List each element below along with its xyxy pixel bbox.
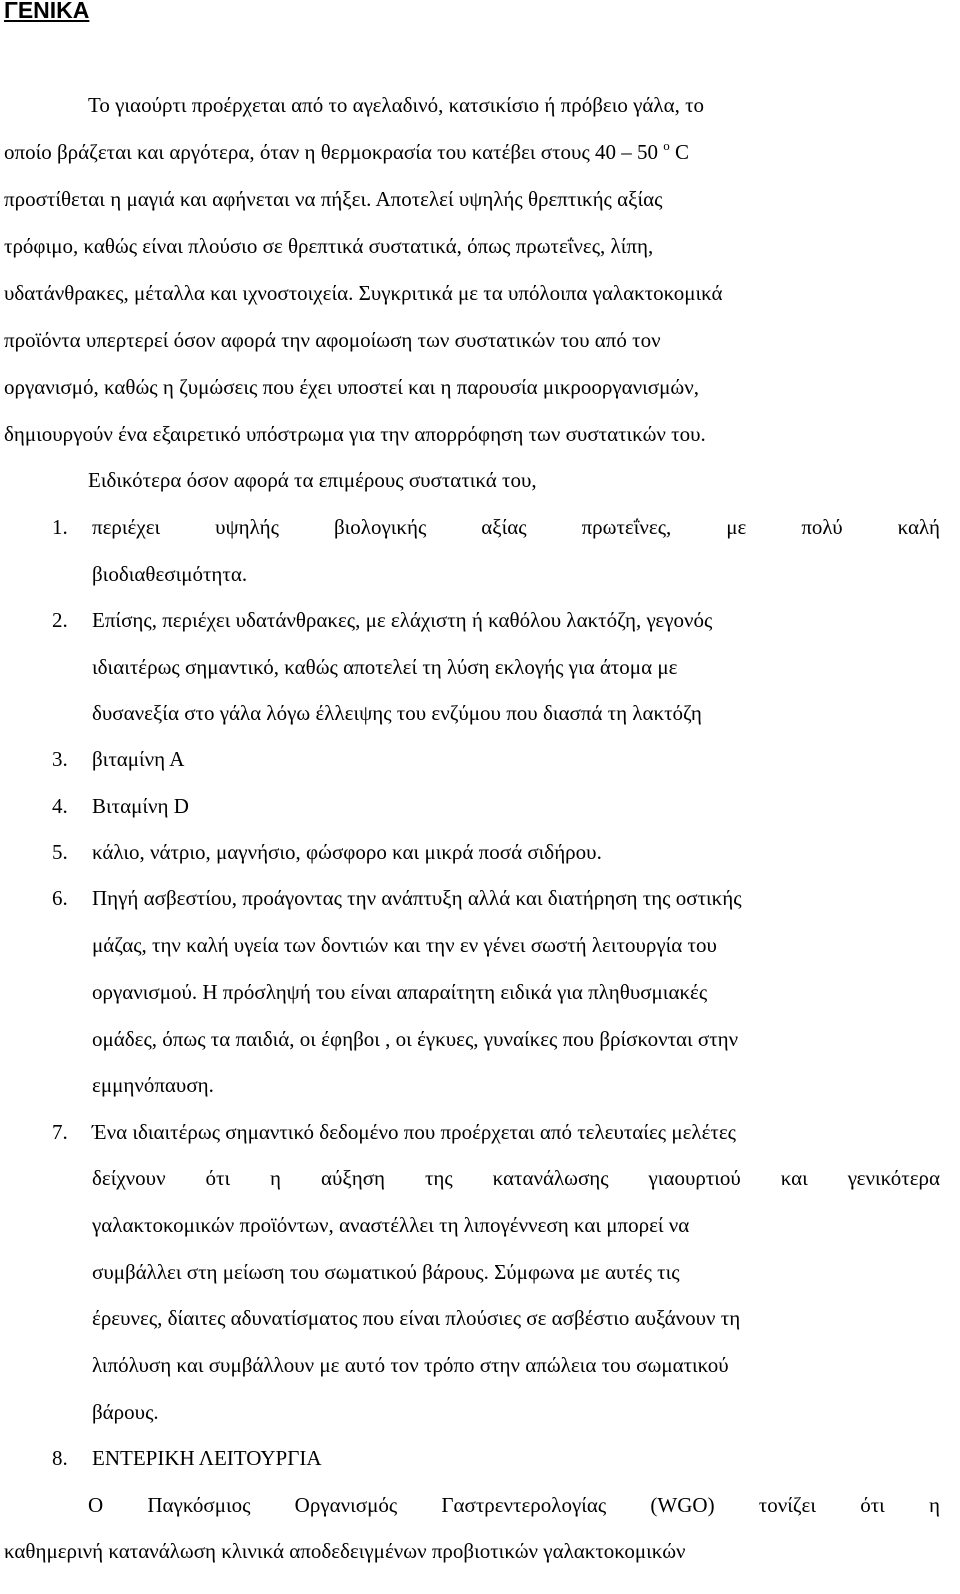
list-item-line: γαλακτοκομικών προϊόντων, αναστέλλει τη λιπογέννεση και μπορεί να — [92, 1213, 690, 1237]
degree-symbol: ο — [663, 138, 670, 153]
list-item-line: βιοδιαθεσιμότητα. — [92, 562, 248, 586]
list-item-line: δυσανεξία στο γάλα λόγω έλλειψης του ενζύμου που διασπά τη λακτόζη — [92, 701, 702, 725]
paragraph-line: Ειδικότερα όσον αφορά τα επιμέρους συστατικά του, — [88, 468, 537, 492]
list-item-line: Βιταμίνη D — [92, 794, 189, 818]
list-item-line: βάρους. — [92, 1400, 159, 1424]
paragraph-line: προϊόντα υπερτερεί όσον αφορά την αφομοίωση των συστατικών του από τον — [4, 328, 661, 352]
paragraph-text: οποίο βράζεται και αργότερα, όταν η θερμοκρασία του κατέβει στους 40 – 50 — [4, 140, 659, 164]
paragraph-line: Ο Παγκόσμιος Οργανισμός Γαστρεντερολογίας (WGO) τονίζει ότι η — [88, 1493, 940, 1517]
list-item-line: κάλιο, νάτριο, μαγνήσιο, φώσφορο και μικρά ποσά σιδήρου. — [92, 840, 602, 864]
paragraph-line: καθημερινή κατανάλωση κλινικά αποδεδειγμένων προβιοτικών γαλακτοκομικών — [4, 1539, 686, 1563]
list-item-line: ιδιαιτέρως σημαντικό, καθώς αποτελεί τη λύση εκλογής για άτομα με — [92, 655, 678, 679]
list-item-line: συμβάλλει στη μείωση του σωματικού βάρους. Σύμφωνα με αυτές τις — [92, 1260, 680, 1284]
list-item-line: Ένα ιδιαιτέρως σημαντικό δεδομένο που προέρχεται από τελευταίες μελέτες — [92, 1120, 736, 1144]
list-number: 7. — [52, 1120, 68, 1144]
list-number: 8. — [52, 1446, 68, 1470]
list-item-line: ΕΝΤΕΡΙΚΗ ΛΕΙΤΟΥΡΓΙΑ — [92, 1446, 322, 1470]
list-item-line: λιπόλυση και συμβάλλουν με αυτό τον τρόπο στην απώλεια του σωματικού — [92, 1353, 729, 1377]
list-item-line: έρευνες, δίαιτες αδυνατίσματος που είναι πλούσιες σε ασβέστιο αυξάνουν τη — [92, 1306, 741, 1330]
paragraph-line: δημιουργούν ένα εξαιρετικό υπόστρωμα για την απορρόφηση των συστατικών του. — [4, 422, 706, 446]
paragraph-line — [4, 140, 689, 164]
list-number: 2. — [52, 608, 68, 632]
list-item-line: οργανισμού. Η πρόσληψή του είναι απαραίτητη ειδικά για πληθυσμιακές — [92, 980, 708, 1004]
list-item-line: βιταμίνη Α — [92, 747, 185, 771]
list-item-line: μάζας, την καλή υγεία των δοντιών και την εν γένει σωστή λειτουργία του — [92, 933, 717, 957]
list-number: 4. — [52, 794, 68, 818]
list-number: 5. — [52, 840, 68, 864]
list-number: 1. — [52, 515, 68, 539]
list-item-line: εμμηνόπαυση. — [92, 1073, 214, 1097]
list-number: 3. — [52, 747, 68, 771]
paragraph-line: υδατάνθρακες, μέταλλα και ιχνοστοιχεία. Συγκριτικά με τα υπόλοιπα γαλακτοκομικά — [4, 281, 723, 305]
unit-text: C — [675, 140, 690, 164]
list-item-line: Πηγή ασβεστίου, προάγοντας την ανάπτυξη αλλά και διατήρηση της οστικής — [92, 886, 742, 910]
section-heading: ΓΕΝΙΚΑ — [4, 0, 90, 23]
paragraph-line: τρόφιμο, καθώς είναι πλούσιο σε θρεπτικά συστατικά, όπως πρωτεΐνες, λίπη, — [4, 234, 654, 258]
list-item-line: περιέχει υψηλής βιολογικής αξίας πρωτεΐνες, με πολύ καλή — [92, 515, 940, 539]
paragraph-line: Το γιαούρτι προέρχεται από το αγελαδινό, κατσικίσιο ή πρόβειο γάλα, το — [88, 93, 705, 117]
list-item-line: δείχνουν ότι η αύξηση της κατανάλωσης γιαουρτιού και γενικότερα — [92, 1166, 940, 1190]
paragraph-line: οργανισμό, καθώς η ζυμώσεις που έχει υποστεί και η παρουσία μικροοργανισμών, — [4, 375, 699, 399]
list-item-line: Επίσης, περιέχει υδατάνθρακες, με ελάχιστη ή καθόλου λακτόζη, γεγονός — [92, 608, 713, 632]
list-number: 6. — [52, 886, 68, 910]
list-item-line: ομάδες, όπως τα παιδιά, οι έφηβοι , οι έγκυες, γυναίκες που βρίσκονται στην — [92, 1027, 739, 1051]
paragraph-line: προστίθεται η μαγιά και αφήνεται να πήξει. Αποτελεί υψηλής θρεπτικής αξίας — [4, 187, 663, 211]
